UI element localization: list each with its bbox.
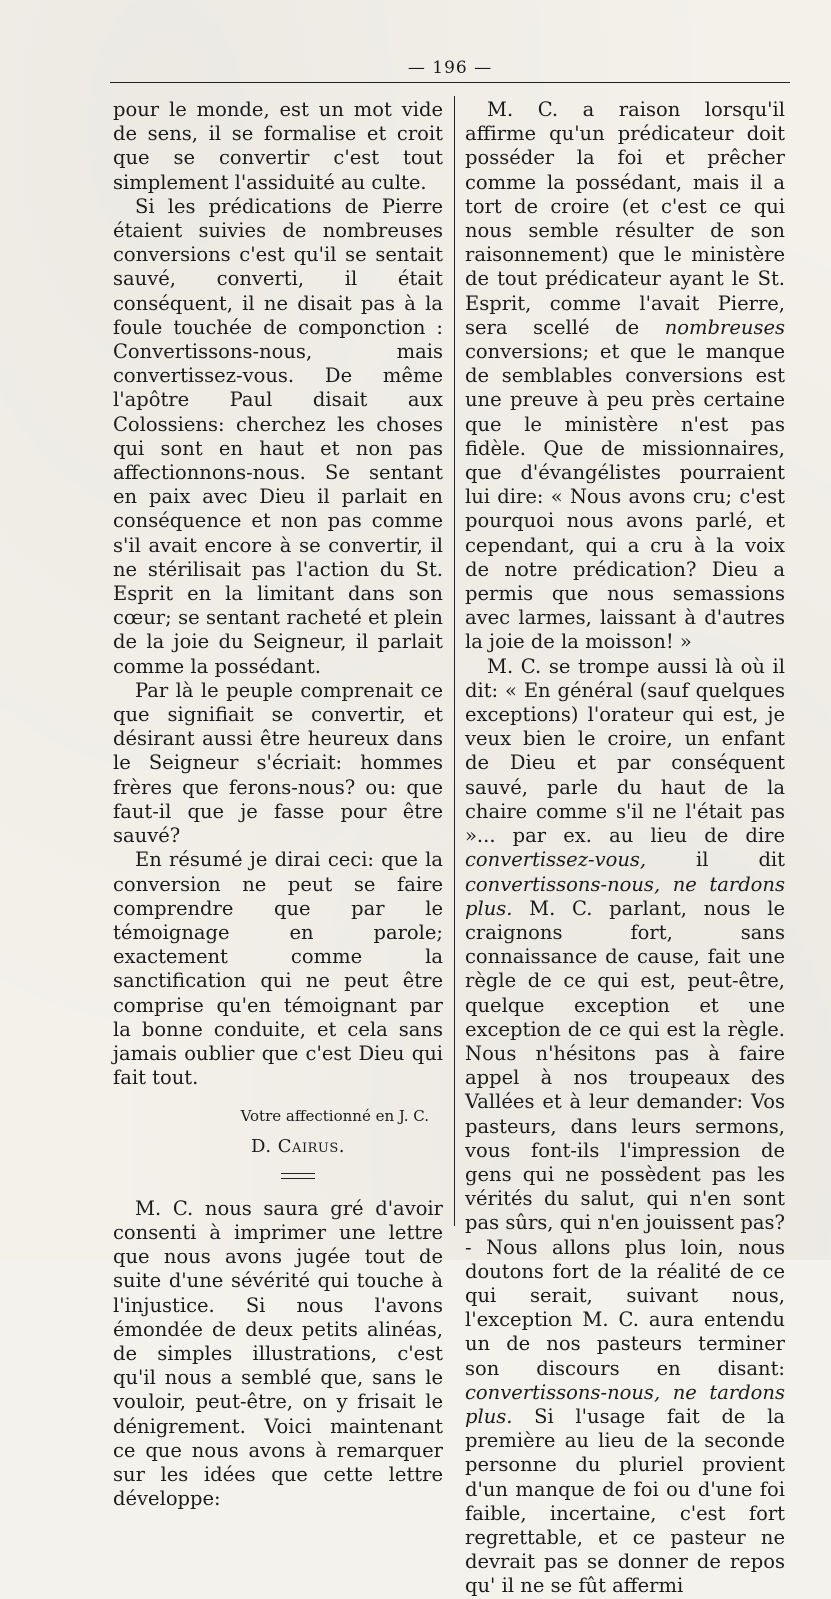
section-separator: [241, 1173, 315, 1179]
left-column: [113, 98, 443, 1511]
text-run: M. C. se trompe aussi là où il dit: « En général (sauf quelques exceptions) l'orateur qui est, je veux bien le croire, un enfant de Dieu et par conséquent sauvé, parle du haut de la chaire comme s'il ne l'était pas »... par ex. au lieu de dire: [465, 654, 785, 848]
right-paragraph-1: [465, 98, 785, 655]
emphasis-run: convertissez-vous,: [465, 848, 647, 872]
text-run: M. C. a raison lorsqu'il affirme qu'un prédicateur doit posséder la foi et prêcher comme la possédant, mais il a tort de croire (et c'est ce qui nous semble résulter de son raisonnement) que le ministère de tout prédicateur ayant le St. Esprit, comme l'avait Pierre, sera scellé de: [465, 98, 785, 339]
letter-signoff: Votre affectionné en J. C.: [240, 1107, 429, 1126]
emphasis-run: convertissons-nous, ne tardons plus.: [465, 872, 785, 920]
left-paragraph-1: pour le monde, est un mot vide de sens, il se formalise et croit que se convertir c'est tout simplement l'assiduité au culte.: [113, 98, 443, 194]
header-rule: [110, 82, 790, 83]
page-number: — 196 —: [407, 58, 493, 78]
text-run: M. C. parlant, nous le craignons fort, sans connaissance de cause, fait une règle de ce qui est, peut-être, quelque exception et une exception de ce qui est la règle. Nous n'hésitons pas à faire appel à nos troupeaux des Vallées et à leur demander: Vos pasteurs, dans leurs sermons, vous font-ils l'impression de gens qui ne possèdent pas les vérités du salut, qui n'en sont pas sûrs, qui n'en jouissent pas? - Nous allons plus loin, nous doutons fort de la réalité de ce qui serait, suivant nous, l'exception M. C. aura entendu un de nos pasteurs terminer son discours en disant:: [465, 896, 785, 1380]
left-paragraph-4: En résumé je dirai ceci: que la conversion ne peut se faire comprendre que par le témoignage en parole; exactement comme la sanctification qui ne peut être comprise qu'en témoignant par la bonne conduite, et cela sans jamais oublier que c'est Dieu qui fait tout.: [113, 848, 443, 1090]
emphasis-run: nombreuses: [664, 315, 785, 339]
right-paragraph-2: [465, 655, 785, 1599]
text-run: conversions; et que le manque de semblables conversions est une preuve à peu près certaine que le ministère n'est pas fidèle. Que de missionnaires, que d'évangélistes pourraient lui dire: « Nous avons cru; c'est pourquoi nous avons parlé, et cependant, qui a cru à la voix de notre prédication? Dieu a permis que nous semassions avec larmes, laissant à d'autres la joie de la moisson! »: [465, 340, 785, 654]
right-column: [465, 98, 785, 1599]
letter-signature: D. Cairus.: [251, 1135, 345, 1157]
left-paragraph-2: Si les prédications de Pierre étaient suivies de nombreuses conversions c'est qu'il se sentait sauvé, converti, il était conséquent, il ne disait pas à la foule touchée de componction : Convertissons-nous, mais convertissez-vous. De même l'apôtre Paul disait aux Colossiens: cherchez les choses qui sont en haut et non pas affectionnons-nous. Se sentant en paix avec Dieu il parlait en conséquence et non pas comme s'il avait encore à se convertir, il ne stérilisait pas l'action du St. Esprit en la limitant dans son cœur; se sentant racheté et plein de la joie du Seigneur, il parlait comme la possédant.: [113, 194, 443, 678]
emphasis-run: convertissons-nous, ne tardons plus.: [465, 1380, 785, 1428]
left-paragraph-3: Par là le peuple comprenait ce que signifiait se convertir, et désirant aussi être heureux dans le Seigneur s'écriait: hommes frères que ferons-nous? ou: que faut-il que je fasse pour être sauvé?: [113, 678, 443, 848]
text-run: Si l'usage fait de la première au lieu de la seconde personne du pluriel provient d'un manque de foi ou d'une foi faible, incertaine, c'est fort regrettable, et ce pasteur ne devrait pas se donner de repos qu' il ne se fût affermi: [465, 1404, 785, 1598]
text-run: il dit: [696, 848, 786, 872]
column-divider: [454, 96, 455, 1226]
editor-note-paragraph: M. C. nous saura gré d'avoir consenti à imprimer une lettre que nous avons jugée tout de suite d'une sévérité qui touche à l'injustice. Si nous l'avons émondée de deux petits alinéas, de simples illustrations, c'est qu'il nous a semblé que, sans le vouloir, peut-être, on y frisait le dénigrement. Voici maintenant ce que nous avons à remarquer sur les idées que cette lettre développe:: [113, 1196, 443, 1511]
